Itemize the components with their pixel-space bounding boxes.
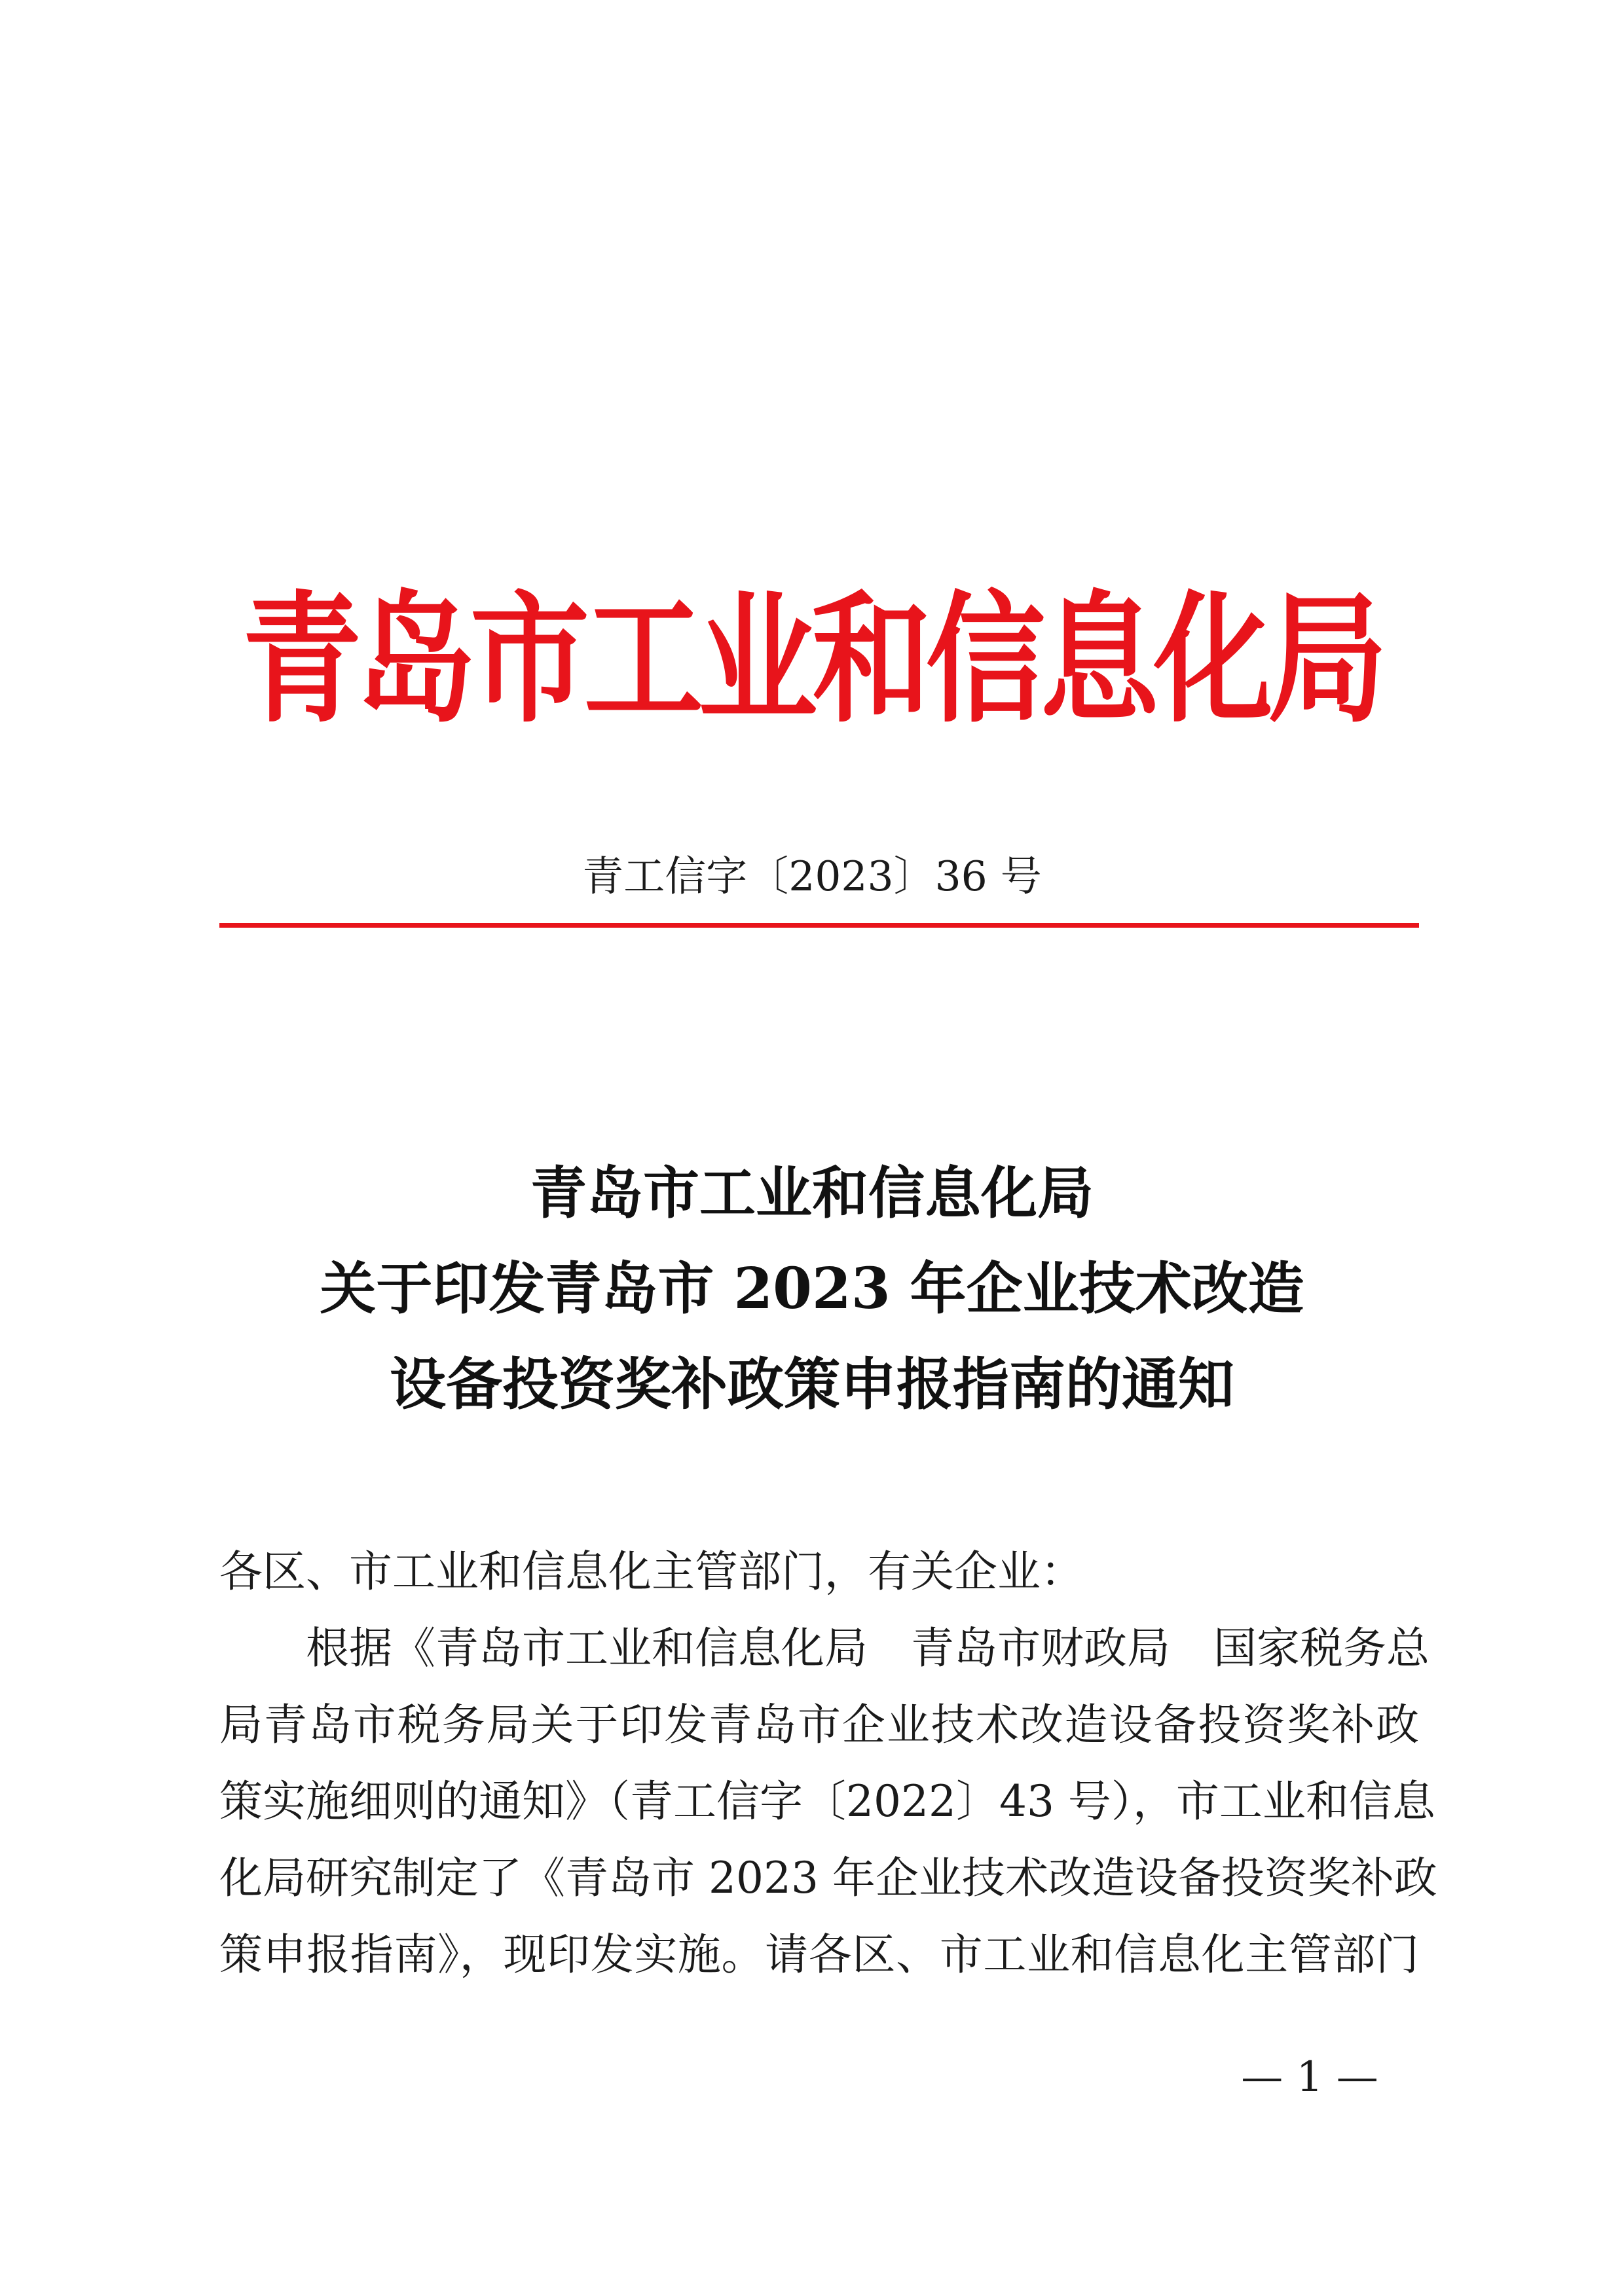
paragraph-line-5: 策申报指南》，现印发实施。请各区、市工业和信息化主管部门 [219, 1929, 1419, 1980]
title-line-1: 青岛市工业和信息化局 [530, 1160, 1094, 1226]
document-number: 青工信字〔2023〕36 号 [582, 852, 1042, 900]
masthead-divider [219, 923, 1419, 928]
masthead-title: 青岛市工业和信息化局 [242, 575, 1382, 742]
page-number: — 1 — [1241, 2053, 1378, 2102]
paragraph-line-2: 局青岛市税务局关于印发青岛市企业技术改造设备投资奖补政 [219, 1700, 1419, 1750]
salutation: 各区、市工业和信息化主管部门，有关企业： [219, 1546, 1084, 1597]
paragraph-line-4: 化局研究制定了《青岛市 2023 年企业技术改造设备投资奖补政 [219, 1853, 1437, 1903]
document-title [131, 1146, 1493, 1432]
paragraph-line-1: 根据《青岛市工业和信息化局 青岛市财政局 国家税务总 [306, 1623, 1430, 1673]
title-line-3: 设备投资奖补政策申报指南的通知 [390, 1351, 1234, 1417]
document-body [219, 1533, 1437, 1993]
title-line-2: 关于印发青岛市 2023 年企业技术改造 [320, 1256, 1304, 1322]
paragraph-line-3: 策实施细则的通知》（青工信字〔2022〕43 号），市工业和信息 [219, 1776, 1435, 1827]
